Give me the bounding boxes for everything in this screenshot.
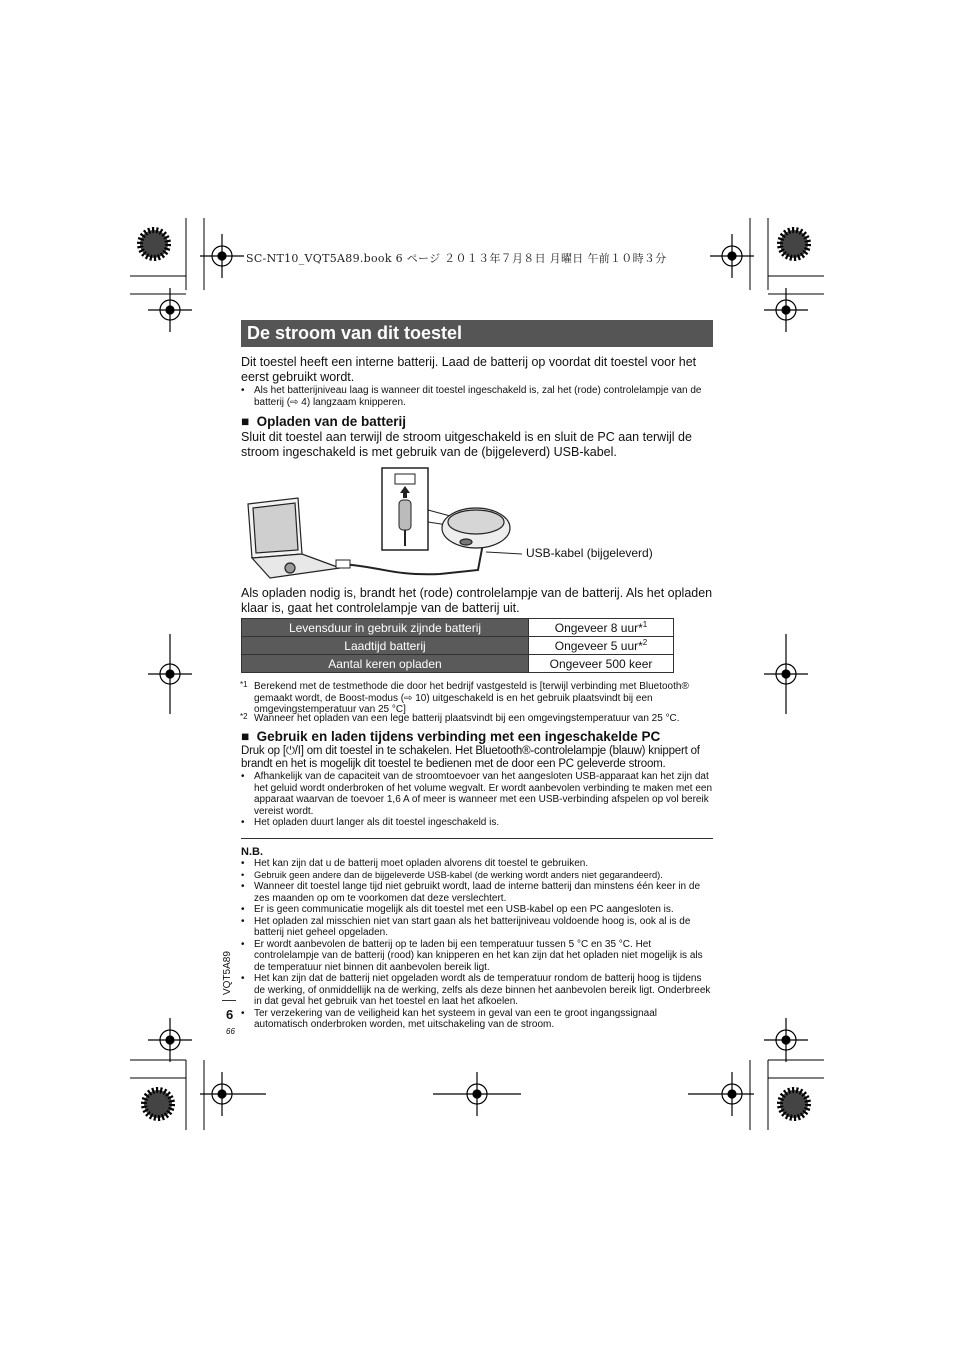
pc-text: Druk op [⏻/I] om dit toestel in te schakelen. Het Bluetooth®-controlelampje (blauw) knippert of brandt en het is mogelijk dit toestel te bedienen met de door een PC geleverde stroom. xyxy=(241,745,700,770)
document-code: VQT5A89 xyxy=(222,951,233,995)
notes-heading: N.B. xyxy=(241,846,263,858)
table-cell-label: Laadtijd batterij xyxy=(242,637,529,655)
table-cell-label: Aantal keren opladen xyxy=(242,655,529,673)
footnote-2 xyxy=(240,712,714,725)
footnote-1 xyxy=(240,680,714,716)
table-row xyxy=(242,655,674,673)
table-cell-label: Levensduur in gebruik zijnde batterij xyxy=(242,619,529,637)
list-item: • Het kan zijn dat u de batterij moet opladen alvorens dit toestel te gebruiken. xyxy=(241,858,713,870)
list-item: • Het kan zijn dat de batterij niet opgeladen wordt als de temperatuur rondom de batterij hoog is tijdens de werking, of onmiddellijk na de werking, zelfs als deze binnen het aanbevolen bereik ligt. Onderbreek in dat geval het gebruik van het toestel en laat het afkoelen. xyxy=(241,973,713,1008)
footnote-text: Wanneer het opladen van een lege batterij plaatsvindt bij een omgevingstemperatuur van 25 °C. xyxy=(254,713,680,724)
square-bullet-icon: ■ xyxy=(241,729,250,744)
side-divider xyxy=(222,1000,236,1001)
pc-heading xyxy=(241,729,660,744)
list-item: • Wanneer dit toestel lange tijd niet gebruikt wordt, laad de interne batterij dan minstens één keer in de zes maanden op om te voorkomen dat deze verslechtert. xyxy=(241,881,713,904)
spec-table xyxy=(241,618,674,673)
laptop-icon xyxy=(248,498,340,578)
book-page-number: 66 xyxy=(226,1027,235,1036)
footnote-text: Berekend met de testmethode die door het bedrijf vastgesteld is [terwijl verbinding met Bluetooth® gemaakt wordt, de Boost-modus (⇨ 10) uitgeschakeld is en het gebruik plaatsvindt bij een omgevingstemperatuur van 25 °C] xyxy=(254,681,689,715)
table-cell-value: Ongeveer 500 keer xyxy=(529,655,674,673)
table-row xyxy=(242,619,674,637)
table-cell-value: Ongeveer 8 uur*$^1$ xyxy=(529,619,674,637)
notes-list xyxy=(241,858,713,1031)
print-header: SC-NT10_VQT5A89.book 6 ページ ２０１３年７月８日 月曜日 午前１０時３分 xyxy=(246,252,667,265)
intro-bullet: • Als het batterijniveau laag is wanneer dit toestel ingeschakeld is, zal het (rode) controlelampje van de batterij (⇨ 4) langzaam knipperen. xyxy=(241,385,713,408)
list-item: • Er wordt aanbevolen de batterij op te laden bij een temperatuur tussen 5 °C en 35 °C. Het controlelampje van de batterij (rood) kan knipperen en het kan zijn dat het opladen niet mogelijk is als de temperatuur niet binnen dit aanbevolen bereik ligt. xyxy=(241,939,713,974)
charging-heading xyxy=(241,414,406,429)
speaker-icon xyxy=(442,508,510,548)
intro-text: Dit toestel heeft een interne batterij. Laad de batterij op voordat dit toestel voor het eerst gebruikt wordt. xyxy=(241,355,697,384)
cable-label: USB-kabel (bijgeleverd) xyxy=(526,546,653,560)
footnote-mark: *2 xyxy=(240,712,248,721)
charging-text: Sluit dit toestel aan terwijl de stroom uitgeschakeld is en sluit de PC aan terwijl de stroom ingeschakeld is met gebruik van de (bijgeleverd) USB-kabel. xyxy=(241,430,692,459)
intro-bullets xyxy=(241,385,713,408)
charging-heading-text: Opladen van de batterij xyxy=(256,414,406,429)
charging-after-text: Als opladen nodig is, brandt het (rode) controlelampje van de batterij. Als het opladen klaar is, gaat het controlelampje van de batterij uit. xyxy=(241,586,713,615)
page-number: 6 xyxy=(226,1007,234,1022)
list-item: • Afhankelijk van de capaciteit van de stroomtoevoer van het aangesloten USB-apparaat kan het zijn dat het geluid wordt onderbroken of het volume wegvalt. Er wordt aanbevolen verbinding te maken met een apparaat waarvan de toevoer 1,6 A of meer is wanneer met een USB-verbinding afspelen op vol bereik vereist wordt. xyxy=(241,771,713,817)
square-bullet-icon: ■ xyxy=(241,414,250,429)
list-item: • Het opladen zal misschien niet van start gaan als het batterijniveau voldoende hoog is, ook al is de batterij niet geheel opgeladen. xyxy=(241,916,713,939)
table-row xyxy=(242,637,674,655)
table-cell-value: Ongeveer 5 uur*$^2$ xyxy=(529,637,674,655)
pc-bullets xyxy=(241,771,713,829)
list-item: • Er is geen communicatie mogelijk als dit toestel met een USB-kabel op een PC aangesloten is. xyxy=(241,904,713,916)
section-title-bar xyxy=(241,320,713,347)
section-title: De stroom van dit toestel xyxy=(247,323,463,343)
notes-divider xyxy=(241,838,713,839)
list-item: • Ter verzekering van de veiligheid kan het systeem in geval van een te groot ingangssignaal automatisch onderbroken worden, met uitschakeling van de stroom. xyxy=(241,1008,713,1031)
list-item: • Gebruik geen andere dan de bijgeleverde USB-kabel (de werking wordt anders niet gegarandeerd). xyxy=(241,870,713,882)
usb-connection-illustration xyxy=(240,466,540,582)
pc-heading-text: Gebruik en laden tijdens verbinding met een ingeschakelde PC xyxy=(256,729,661,744)
footnote-mark: *1 xyxy=(240,680,248,689)
list-item: • Het opladen duurt langer als dit toestel ingeschakeld is. xyxy=(241,817,713,829)
